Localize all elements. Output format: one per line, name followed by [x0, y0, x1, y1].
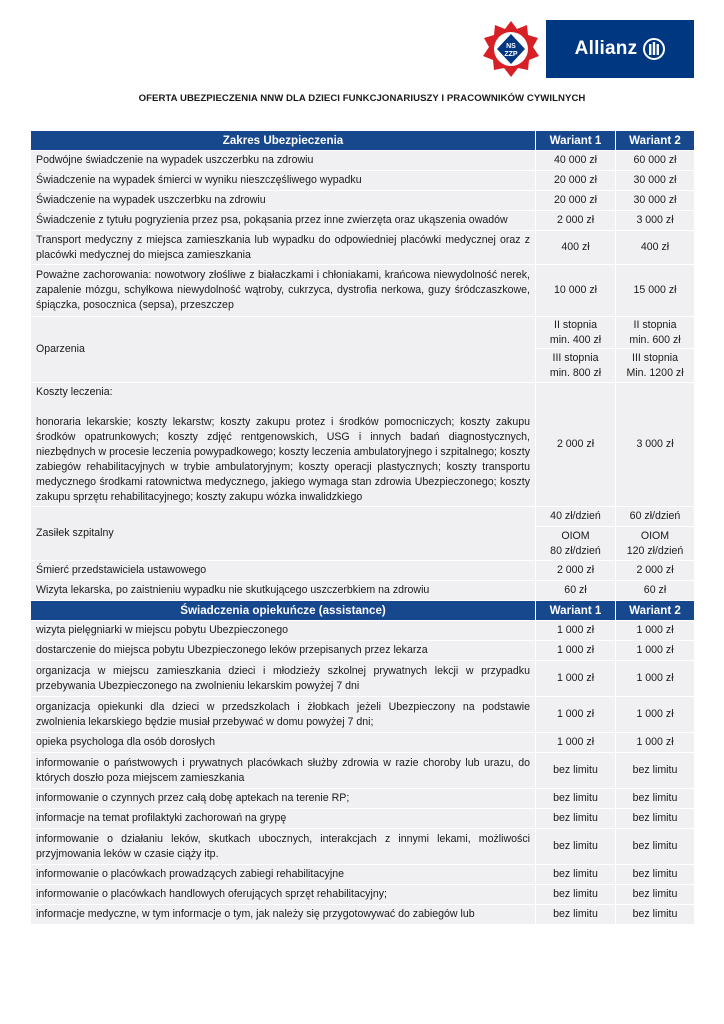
variant-1-value: 40 000 zł	[536, 151, 616, 171]
table-row	[31, 581, 695, 601]
variant-2-value: 2 000 zł	[616, 561, 695, 581]
allianz-logo-text: Allianz	[574, 38, 638, 59]
variant-1-value: 1 000 zł	[536, 697, 616, 733]
variant-2-value: 400 zł	[616, 231, 695, 265]
table-row-hospital-a	[31, 507, 695, 527]
table-row	[31, 641, 695, 661]
row-label: Świadczenie z tytułu pogryzienia przez psa, pokąsania przez inne zwierzęta oraz ukąszenia owadów	[31, 211, 536, 231]
variant-1-value: OIOM 80 zł/dzień	[536, 527, 616, 561]
variant-2-value: 15 000 zł	[616, 265, 695, 317]
variant-2-value: II stopnia min. 600 zł	[616, 317, 695, 349]
variant-1-value: 2 000 zł	[536, 561, 616, 581]
variant-2-value: bez limitu	[616, 885, 695, 905]
variant-2-value: 30 000 zł	[616, 171, 695, 191]
svg-text:ZZP: ZZP	[504, 51, 518, 58]
table-row	[31, 733, 695, 753]
variant-1-value: 20 000 zł	[536, 171, 616, 191]
variant-1-value: bez limitu	[536, 753, 616, 789]
column-header-variant-1: Wariant 1	[536, 131, 616, 151]
offer-table	[30, 130, 695, 925]
variant-1-value: bez limitu	[536, 885, 616, 905]
svg-text:NS: NS	[506, 43, 516, 50]
treatment-title: Koszty leczenia:	[36, 385, 113, 398]
table-row	[31, 697, 695, 733]
variant-1-value: 20 000 zł	[536, 191, 616, 211]
allianz-logo	[546, 20, 694, 78]
table-row	[31, 905, 695, 925]
row-label: Transport medyczny z miejsca zamieszkania lub wypadku do odpowiedniej placówki medycznej oraz z placówki medycznej do miejsca zamieszkania	[31, 231, 536, 265]
table-row	[31, 151, 695, 171]
table-row-burns-a	[31, 317, 695, 349]
variant-1-value: 10 000 zł	[536, 265, 616, 317]
page-title: OFERTA UBEZPIECZENIA NNW DLA DZIECI FUNKCJONARIUSZY I PRACOWNIKÓW CYWILNYCH	[138, 93, 586, 104]
variant-2-value: 1 000 zł	[616, 733, 695, 753]
table-row	[31, 809, 695, 829]
row-label: informowanie o placówkach handlowych oferujących sprzęt rehabilitacyjny;	[31, 885, 536, 905]
row-label: Świadczenie na wypadek śmierci w wyniku nieszczęśliwego wypadku	[31, 171, 536, 191]
variant-2-value: 1 000 zł	[616, 641, 695, 661]
treatment-body: honoraria lekarskie; koszty lekarstw; koszty zakupu protez i środków pomocniczych; koszty zakupu środków opatrunkowych; koszty zdjęć rentgenowskich, USG i innych badań diagnostycznych, niezbędnych w procesie leczenia powypadkowego; koszty leczenia ambulatoryjnego i szpitalnego; koszty zabiegów rehabilitacyjnych w trybie ambulatoryjnym; koszty operacji plastycznych; koszty transportu medycznego środkami ratownictwa medycznego, jakiego wymaga stan zdrowia Ubezpieczonego; koszty zakupu sprzętu rehabilitacyjnego; koszty zakupu wózka inwalidzkiego	[36, 415, 530, 503]
row-label: informowanie o placówkach prowadzących zabiegi rehabilitacyjne	[31, 865, 536, 885]
variant-1-value: II stopnia min. 400 zł	[536, 317, 616, 349]
row-label: Świadczenie na wypadek uszczerbku na zdrowiu	[31, 191, 536, 211]
variant-2-value: bez limitu	[616, 829, 695, 865]
section-header-coverage	[31, 131, 695, 151]
row-label: informowanie o działaniu leków, skutkach ubocznych, interakcjach z innymi lekami, możliwości przyjmowania leków w czasie ciąży itp.	[31, 829, 536, 865]
row-label: Wizyta lekarska, po zaistnieniu wypadku nie skutkującego uszczerbkiem na zdrowiu	[31, 581, 536, 601]
variant-2-value: bez limitu	[616, 789, 695, 809]
table-row	[31, 829, 695, 865]
variant-2-value: bez limitu	[616, 809, 695, 829]
row-label: Podwójne świadczenie na wypadek uszczerbku na zdrowiu	[31, 151, 536, 171]
section-title: Zakres Ubezpieczenia	[31, 131, 536, 151]
variant-1-value: 1 000 zł	[536, 621, 616, 641]
table-row	[31, 789, 695, 809]
variant-2-value: 1 000 zł	[616, 697, 695, 733]
variant-2-value: bez limitu	[616, 753, 695, 789]
variant-1-value: III stopnia min. 800 zł	[536, 349, 616, 383]
variant-2-value: 1 000 zł	[616, 661, 695, 697]
variant-1-value: bez limitu	[536, 809, 616, 829]
variant-2-value: 3 000 zł	[616, 211, 695, 231]
table-row	[31, 753, 695, 789]
variant-2-value: 1 000 zł	[616, 621, 695, 641]
row-label	[31, 383, 536, 507]
variant-1-value: 2 000 zł	[536, 211, 616, 231]
column-header-variant-1: Wariant 1	[536, 601, 616, 621]
variant-2-value: 30 000 zł	[616, 191, 695, 211]
variant-1-value: 60 zł	[536, 581, 616, 601]
variant-2-value: bez limitu	[616, 865, 695, 885]
row-label: dostarczenie do miejsca pobytu Ubezpieczonego leków przepisanych przez lekarza	[31, 641, 536, 661]
row-label: informacje medyczne, w tym informacje o tym, jak należy się przygotowywać do zabiegów lub	[31, 905, 536, 925]
row-label: Poważne zachorowania: nowotwory złośliwe z białaczkami i chłoniakami, krańcowa niewydolność nerek, zapalenie mózgu, schyłkowa niewydolność wątroby, cukrzyca, dystrofia nerkowa, guzy śródczaszkowe, śpiączka, posocznica (sepsa), przeszczep	[31, 265, 536, 317]
variant-2-value: bez limitu	[616, 905, 695, 925]
variant-2-value: 3 000 zł	[616, 383, 695, 507]
table-row	[31, 265, 695, 317]
table-row	[31, 211, 695, 231]
table-row	[31, 231, 695, 265]
row-label: Śmierć przedstawiciela ustawowego	[31, 561, 536, 581]
variant-1-value: bez limitu	[536, 865, 616, 885]
column-header-variant-2: Wariant 2	[616, 601, 695, 621]
variant-1-value: bez limitu	[536, 789, 616, 809]
table-row	[31, 661, 695, 697]
table-row	[31, 561, 695, 581]
variant-2-value: 60 zł	[616, 581, 695, 601]
variant-1-value: 1 000 zł	[536, 661, 616, 697]
variant-1-value: bez limitu	[536, 829, 616, 865]
row-label: opieka psychologa dla osób dorosłych	[31, 733, 536, 753]
row-label: organizacja opiekunki dla dzieci w przedszkolach i żłobkach jeżeli Ubezpieczony na podstawie zwolnienia lekarskiego będzie musiał przebywać w domu powyżej 7 dni;	[31, 697, 536, 733]
table-row	[31, 865, 695, 885]
row-label: Zasiłek szpitalny	[31, 507, 536, 561]
variant-1-value: 400 zł	[536, 231, 616, 265]
row-label: informowanie o państwowych i prywatnych placówkach służby zdrowia w razie choroby lub urazu, do których doszło poza miejscem zamieszkania	[31, 753, 536, 789]
table-row	[31, 191, 695, 211]
header-logos	[482, 20, 694, 78]
row-label: wizyta pielęgniarki w miejscu pobytu Ubezpieczonego	[31, 621, 536, 641]
variant-2-value: 60 000 zł	[616, 151, 695, 171]
section-title: Świadczenia opiekuńcze (assistance)	[31, 601, 536, 621]
variant-1-value: 40 zł/dzień	[536, 507, 616, 527]
variant-1-value: bez limitu	[536, 905, 616, 925]
table-row-treatment	[31, 383, 695, 507]
row-label: informowanie o czynnych przez całą dobę aptekach na terenie RP;	[31, 789, 536, 809]
variant-2-value: III stopnia Min. 1200 zł	[616, 349, 695, 383]
variant-1-value: 1 000 zł	[536, 641, 616, 661]
table-row	[31, 885, 695, 905]
row-label: organizacja w miejscu zamieszkania dzieci i młodzieży szkolnej prywatnych lekcji w przypadku przebywania Ubezpieczonego na zwolnieniu lekarskim powyżej 7 dni	[31, 661, 536, 697]
variant-1-value: 2 000 zł	[536, 383, 616, 507]
variant-2-value: OIOM 120 zł/dzień	[616, 527, 695, 561]
variant-1-value: 1 000 zł	[536, 733, 616, 753]
nszzp-logo	[482, 20, 540, 78]
row-label: informacje na temat profilaktyki zachorowań na grypę	[31, 809, 536, 829]
variant-2-value: 60 zł/dzień	[616, 507, 695, 527]
table-row	[31, 621, 695, 641]
section-header-assistance	[31, 601, 695, 621]
table-row	[31, 171, 695, 191]
row-label: Oparzenia	[31, 317, 536, 383]
allianz-eagle-icon	[643, 38, 665, 60]
column-header-variant-2: Wariant 2	[616, 131, 695, 151]
